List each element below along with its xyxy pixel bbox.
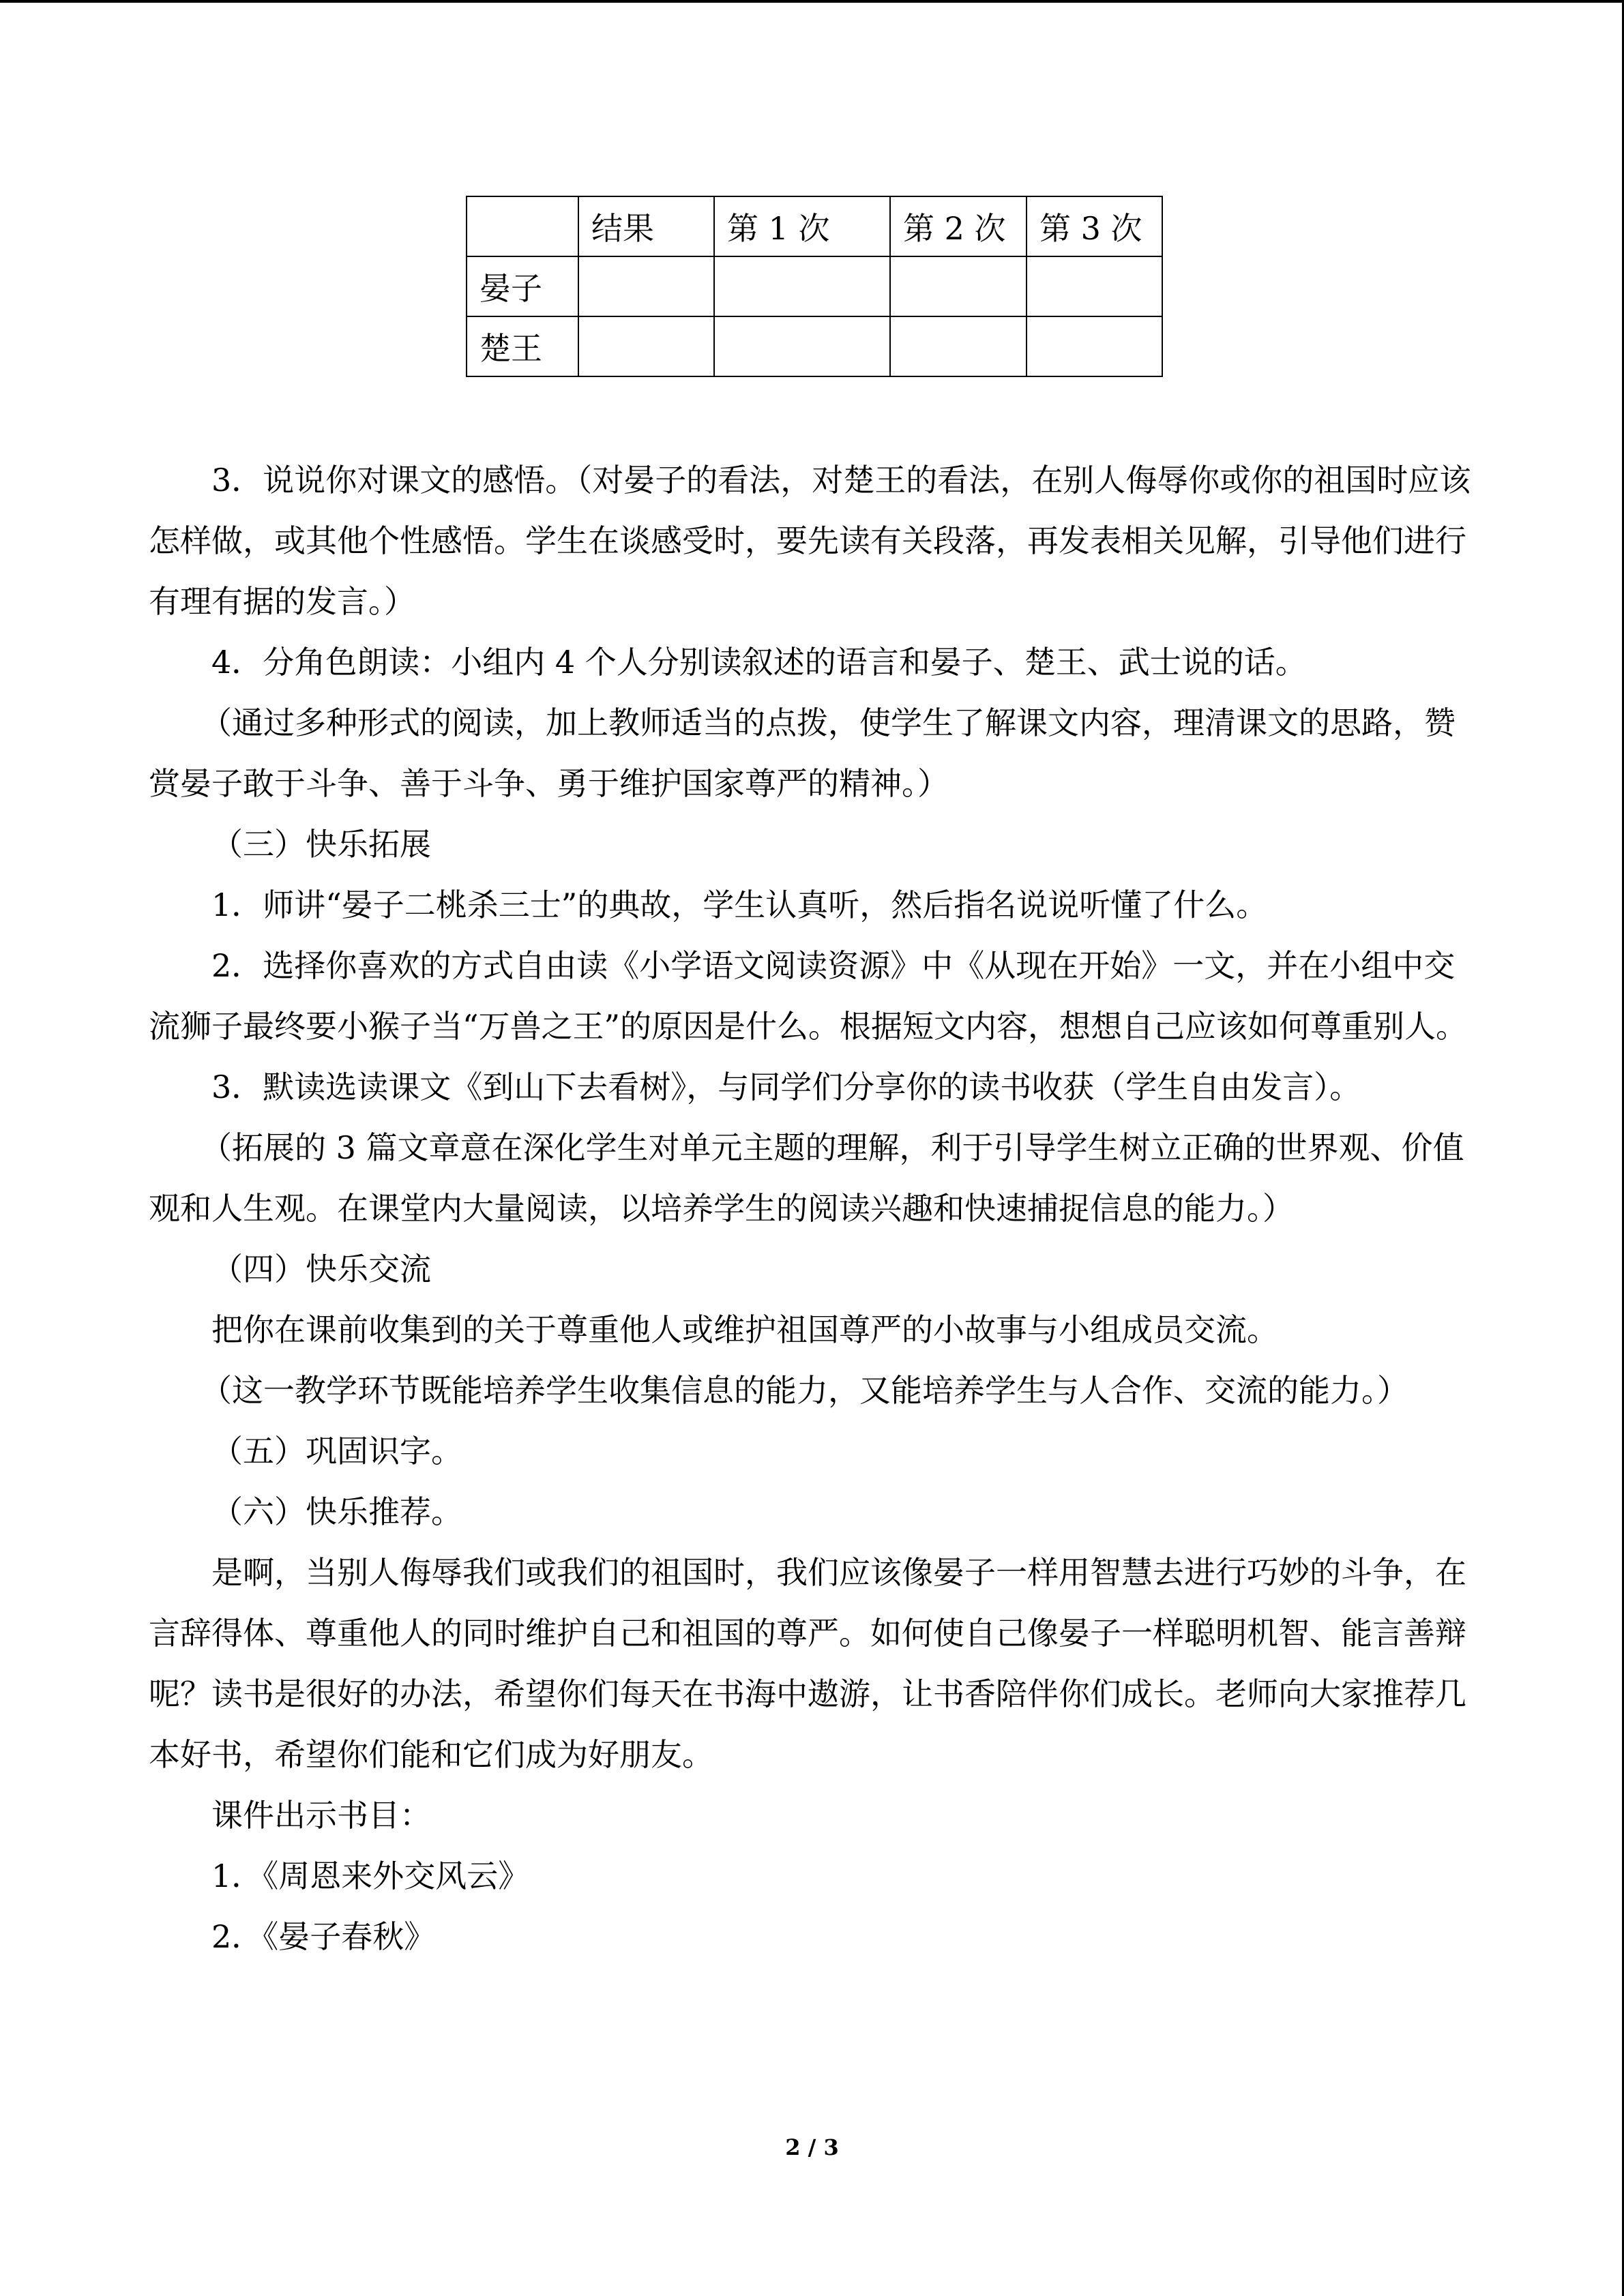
result-table	[466, 196, 1163, 377]
paragraph: 课件出示书目：	[211, 1797, 431, 1834]
section-heading: （三）快乐拓展	[211, 826, 431, 863]
table-header-cell: 第 2 次	[890, 196, 1027, 256]
table-header-cell	[467, 196, 578, 256]
table-cell	[578, 316, 714, 376]
table-cell: 晏子	[467, 256, 578, 316]
list-item: 2．《晏子春秋》	[211, 1918, 436, 1955]
section-heading: （五）巩固识字。	[211, 1433, 462, 1470]
table-cell	[1027, 316, 1162, 376]
paragraph: 2．选择你喜欢的方式自由读《小学语文阅读资源》中《从现在开始》一文，并在小组中交流狮子最终要小猴子当“万兽之王”的原因是什么。根据短文内容，想想自己应该如何尊重别人。	[149, 947, 1468, 1045]
paragraph: 是啊，当别人侮辱我们或我们的祖国时，我们应该像晏子一样用智慧去进行巧妙的斗争，在言辞得体、尊重他人的同时维护自己和祖国的尊严。如何使自己像晏子一样聪明机智、能言善辩呢？读书是很好的办法，希望你们每天在书海中遨游，让书香陪伴你们成长。老师向大家推荐几本好书，希望你们能和它们成为好朋友。	[149, 1554, 1466, 1773]
paragraph: （通过多种形式的阅读，加上教师适当的点拨，使学生了解课文内容，理清课文的思路，赞赏晏子敢于斗争、善于斗争、勇于维护国家尊严的精神。）	[149, 704, 1456, 802]
table-header-cell: 第 1 次	[714, 196, 890, 256]
paragraph: （这一教学环节既能培养学生收集信息的能力，又能培养学生与人合作、交流的能力。）	[201, 1372, 1408, 1409]
page-top-border	[0, 0, 1624, 3]
document-body	[149, 450, 1479, 1967]
paragraph: 1．师讲“晏子二桃杀三士”的典故，学生认真听，然后指名说说听懂了什么。	[211, 886, 1268, 923]
paragraph: 把你在课前收集到的关于尊重他人或维护祖国尊严的小故事与小组成员交流。	[211, 1311, 1278, 1348]
table-header-cell: 结果	[578, 196, 714, 256]
list-item: 1．《周恩来外交风云》	[211, 1858, 530, 1894]
table-cell	[1027, 256, 1162, 316]
table-cell	[714, 316, 890, 376]
table-cell	[890, 316, 1027, 376]
paragraph: 3．默读选读课文《到山下去看树》，与同学们分享你的读书收获（学生自由发言）。	[211, 1069, 1361, 1105]
section-heading: （六）快乐推荐。	[211, 1493, 462, 1530]
page-number: 2 / 3	[785, 2134, 839, 2160]
table-cell	[714, 256, 890, 316]
table-header-row	[467, 196, 1162, 256]
table-header-cell: 第 3 次	[1027, 196, 1162, 256]
section-heading: （四）快乐交流	[211, 1251, 431, 1287]
paragraph: 4．分角色朗读：小组内 4 个人分别读叙述的语言和晏子、楚王、武士说的话。	[211, 644, 1307, 681]
table-row	[467, 316, 1162, 376]
table-cell	[890, 256, 1027, 316]
table-cell	[578, 256, 714, 316]
table-row	[467, 256, 1162, 316]
paragraph: （拓展的 3 篇文章意在深化学生对单元主题的理解，利于引导学生树立正确的世界观、价值观和人生观。在课堂内大量阅读，以培养学生的阅读兴趣和快速捕捉信息的能力。）	[149, 1129, 1464, 1227]
table-cell: 楚王	[467, 316, 578, 376]
paragraph: 3．说说你对课文的感悟。（对晏子的看法，对楚王的看法，在别人侮辱你或你的祖国时应该怎样做，或其他个性感悟。学生在谈感受时，要先读有关段落，再发表相关见解，引导他们进行有理有据的发言。）	[149, 462, 1471, 620]
